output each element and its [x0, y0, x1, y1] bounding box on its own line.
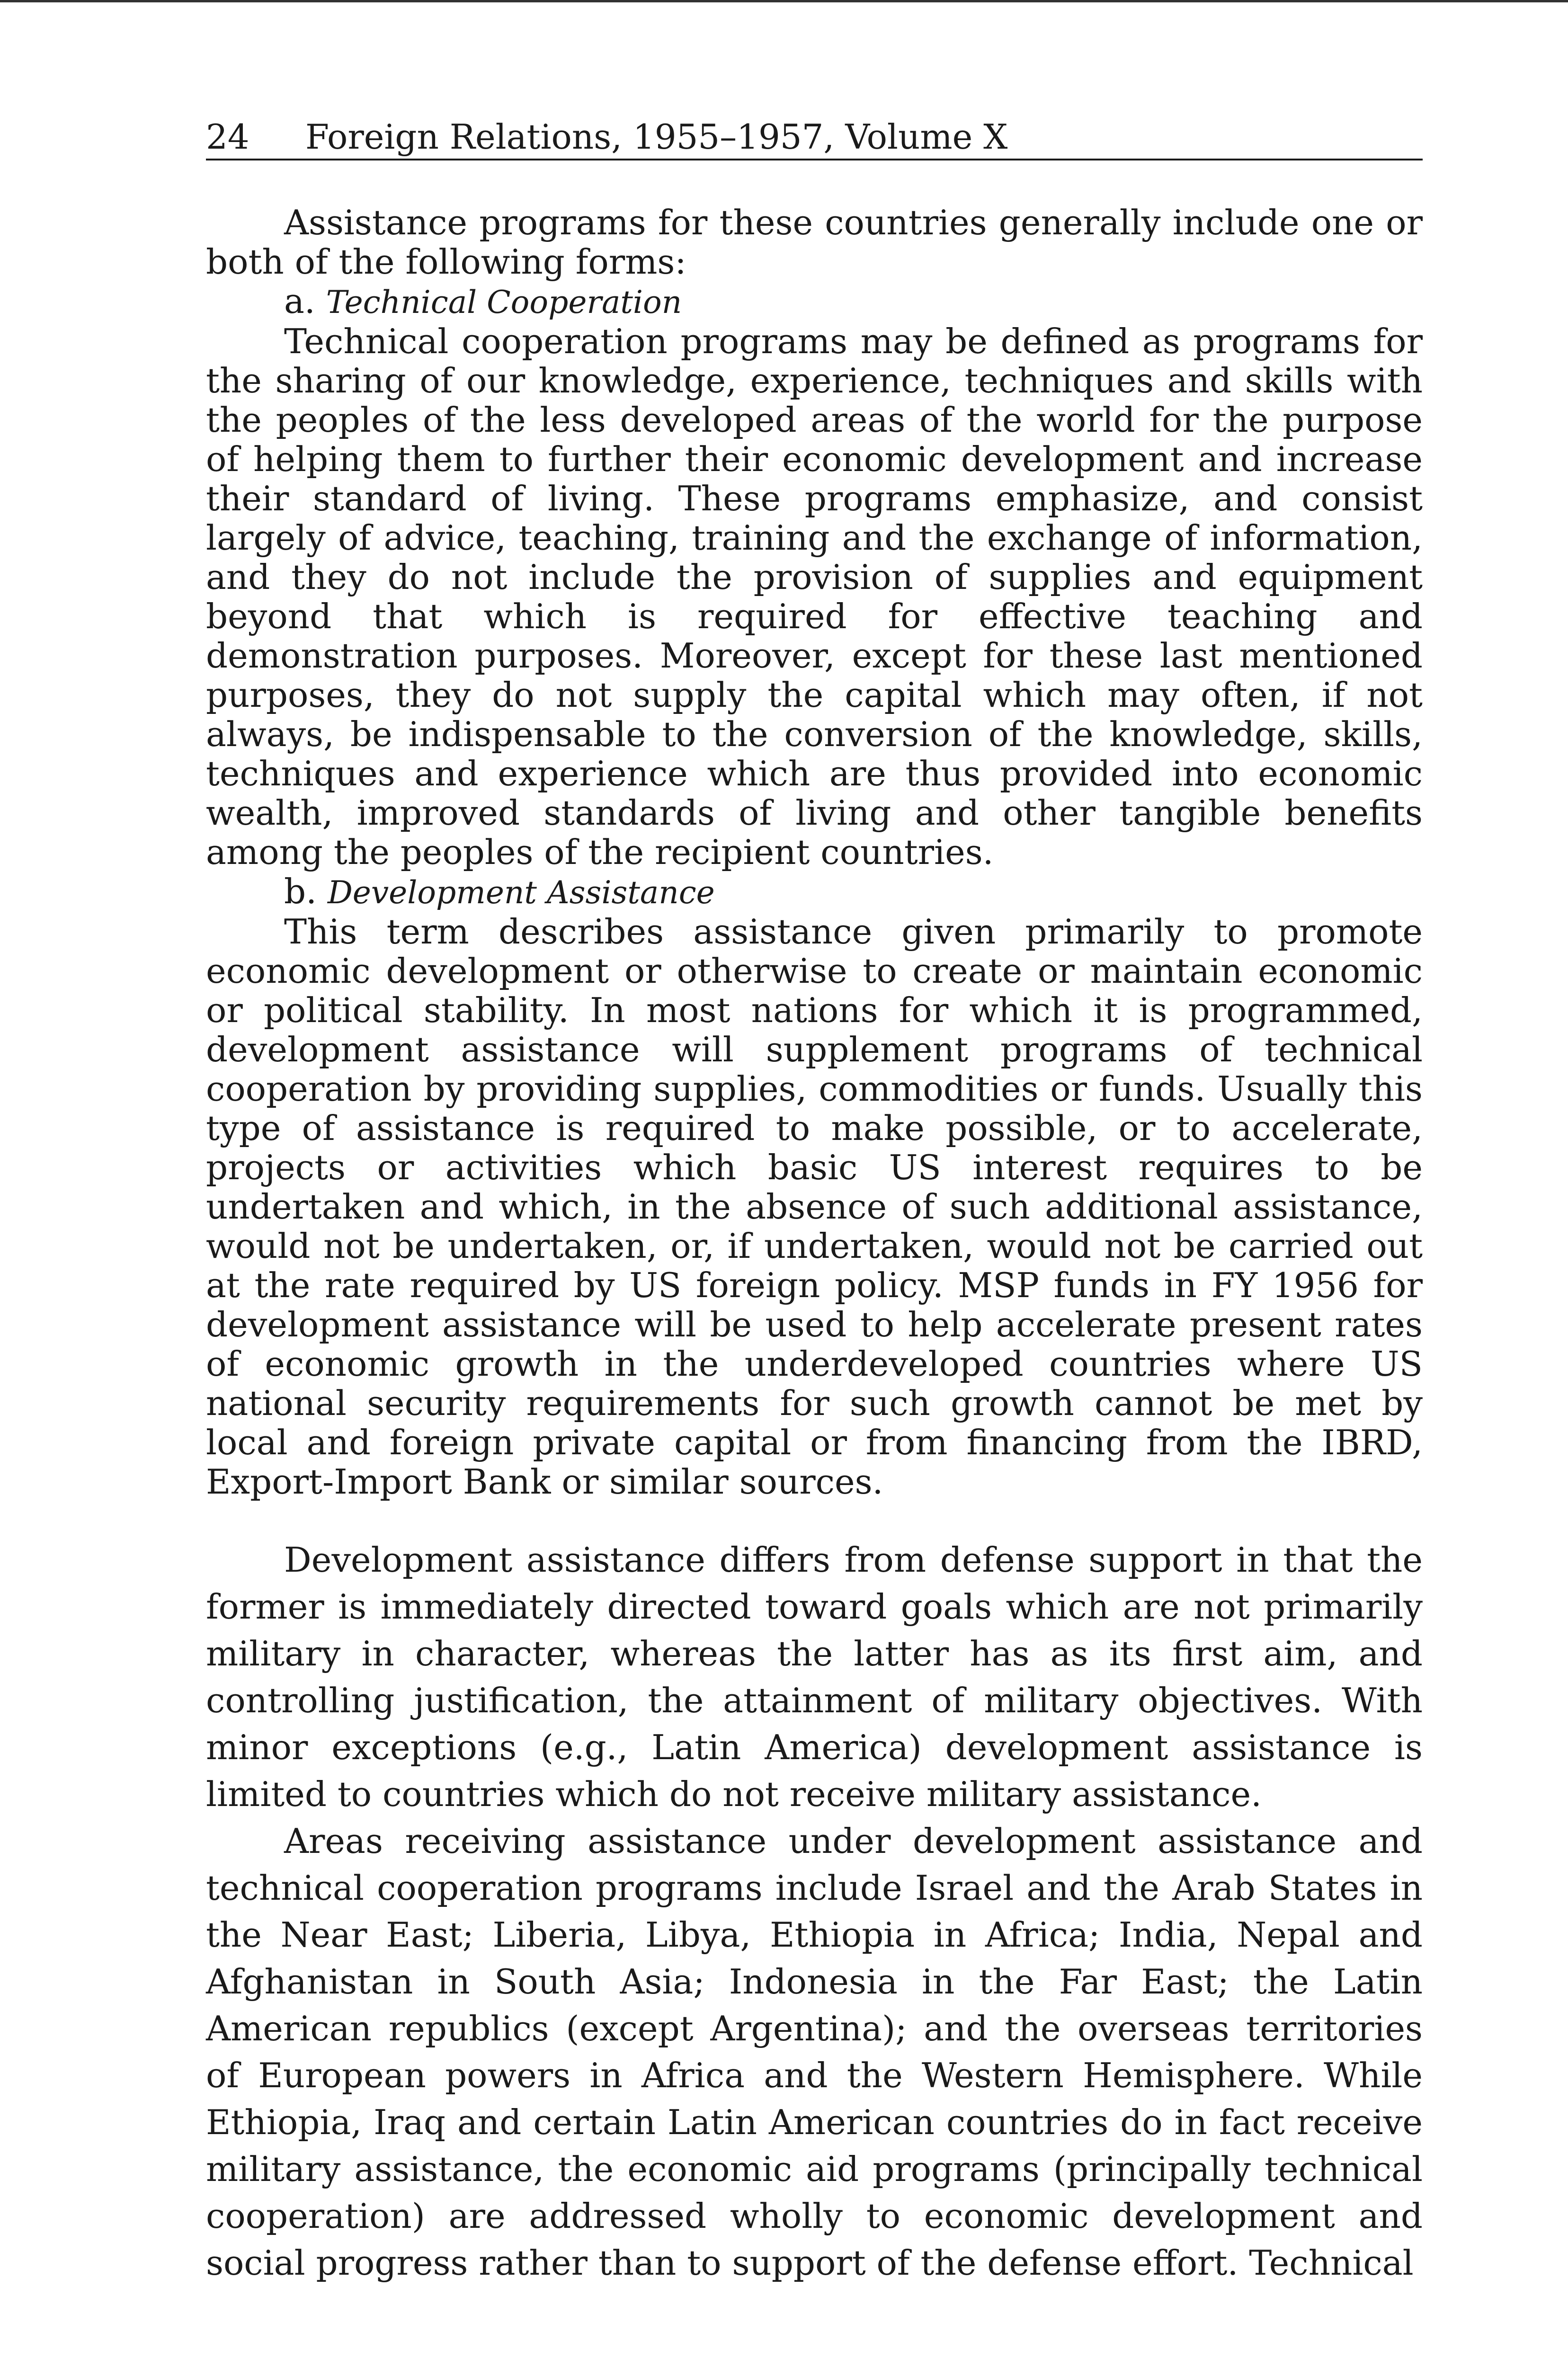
- running-title: Foreign Relations, 1955–1957, Volume X: [305, 117, 1008, 157]
- section-a-label: a.: [284, 281, 315, 321]
- section-a-heading: [206, 282, 1423, 322]
- section-b-label: b.: [284, 872, 317, 912]
- section-b-body: This term describes assistance given primarily to promote economic development or otherwise to create or maintain economic or political stability. In most nations for which it is programmed, development assistance will supplement programs of technical cooperation by providing supplies, commodities or funds. Usually this type of assistance is required to make possible, or to accelerate, projects or activities which basic US interest requires to be undertaken and which, in the absence of such additional assistance, would not be undertaken, or, if undertaken, would not be carried out at the rate required by US foreign policy. MSP funds in FY 1956 for development assistance will be used to help accelerate present rates of economic growth in the underdeveloped countries where US national security requirements for such growth cannot be met by local and foreign private capital or from financing from the IBRD, Export-Import Bank or similar sources.: [206, 912, 1423, 1502]
- document-page: [206, 118, 1423, 2287]
- intro-paragraph: Assistance programs for these countries generally include one or both of the following forms:: [206, 203, 1423, 282]
- body-text: [206, 1537, 1423, 2287]
- section-a-body: Technical cooperation programs may be defined as programs for the sharing of our knowledge, experience, techniques and skills with the peoples of the less developed areas of the world for the purpose of helping them to further their economic development and increase their standard of living. These programs emphasize, and consist largely of advice, teaching, training and the exchange of information, and they do not include the provision of supplies and equipment beyond that which is required for effective teaching and demonstration purposes. Moreover, except for these last mentioned purposes, they do not supply the capital which may often, if not always, be indispensable to the conversion of the knowledge, skills, techniques and experience which are thus provided into economic wealth, improved standards of living and other tangible benefits among the peoples of the recipient countries.: [206, 321, 1423, 872]
- section-a-title: Technical Cooperation: [326, 284, 682, 321]
- page-number: 24: [206, 117, 249, 157]
- paragraph-areas-receiving: Areas receiving assistance under development assistance and technical cooperation programs include Israel and the Arab States in the Near East; Liberia, Libya, Ethiopia in Africa; India, Nepal and Afghanistan in South Asia; Indonesia in the Far East; the Latin American republics (except Argentina); and the overseas territories of European powers in Africa and the Western Hemisphere. While Ethiopia, Iraq and certain Latin American countries do in fact receive military assistance, the economic aid programs (principally technical cooperation) are addressed wholly to economic development and social progress rather than to support of the defense effort. Technical: [206, 1821, 1423, 2283]
- section-b-title: Development Assistance: [327, 874, 715, 911]
- paragraph-development-vs-defense: Development assistance differs from defense support in that the former is immediately directed toward goals which are not primarily military in character, whereas the latter has as its first aim, and controlling justification, the attainment of military objectives. With minor exceptions (e.g., Latin America) development assistance is limited to countries which do not receive military assistance.: [206, 1540, 1423, 1815]
- quoted-block: [206, 203, 1423, 1502]
- section-b-heading: [206, 872, 1423, 912]
- running-header: [206, 118, 1423, 160]
- top-edge-rule: [0, 0, 1568, 2]
